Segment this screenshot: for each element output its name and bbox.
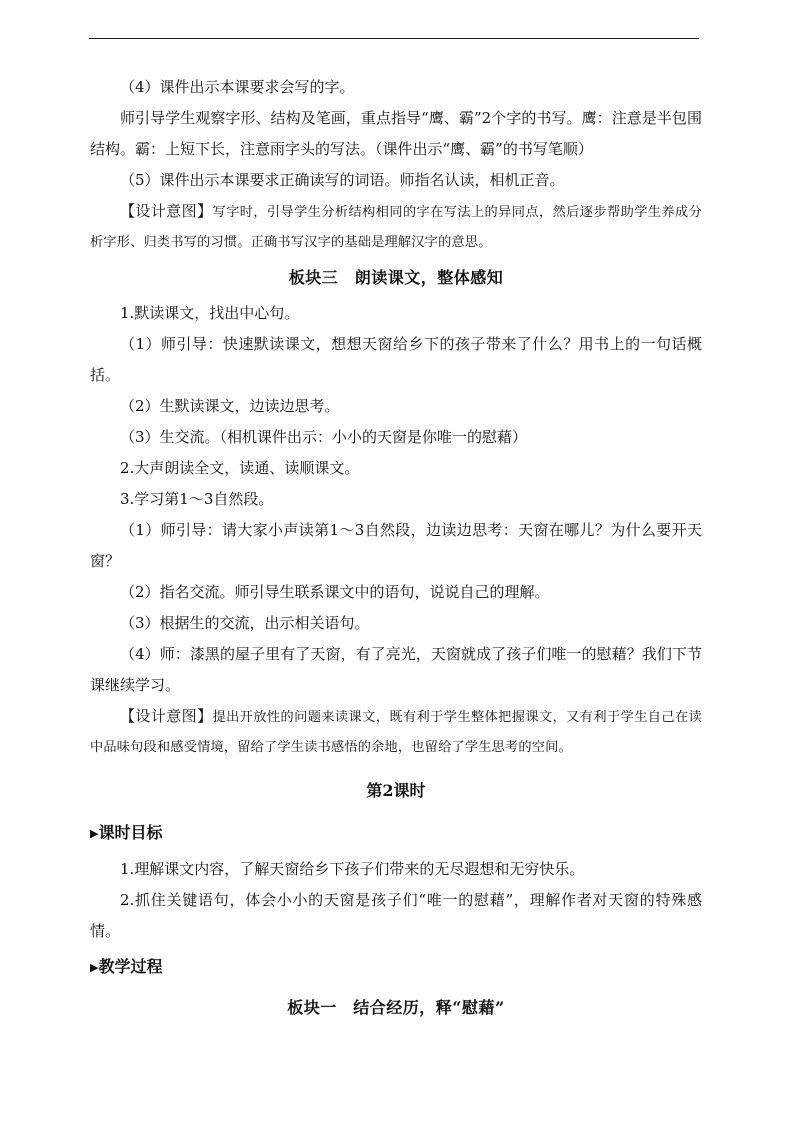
design-intent-text: 写字时，引导学生分析结构相同的字在写法上的异同点，然后逐步帮助学生养成分析字形、归类书写的习惯。正确书写汉字的基础是理解汉字的意思。	[90, 205, 702, 250]
step: 2.大声朗读全文，读通、读顺课文。	[120, 459, 360, 477]
goal-heading: ▶课时目标	[90, 823, 163, 842]
paragraph: 师引导学生观察字形、结构及笔画，重点指导“鹰、霸”2个字的书写。鹰：注意是半包围结构。霸：上短下长，注意雨字头的写法。（课件出示“鹰、霸”的书写笔顺）	[90, 109, 702, 158]
section-heading-block1: 板块一 结合经历，释“慰藉”	[287, 998, 505, 1017]
step: （3）生交流。（相机课件出示：小小的天窗是你唯一的慰藉）	[120, 428, 528, 446]
design-intent-1	[90, 196, 702, 258]
step: （1）师引导：快速默读课文，想想天窗给乡下的孩子带来了什么？用书上的一句话概括。	[90, 335, 702, 384]
step: （2）生默读课文，边读边思考。	[120, 397, 340, 415]
header-rule	[89, 38, 699, 39]
process-heading: ▶教学过程	[90, 957, 163, 976]
goal-item: 1.理解课文内容，了解天窗给乡下孩子们带来的无尽遐想和无穷快乐。	[120, 860, 585, 878]
step: （1）师引导：请大家小声读第1～3自然段，边读边思考：天窗在哪儿？为什么要开天窗？	[90, 521, 702, 570]
design-intent-tag: 【设计意图】	[120, 707, 213, 725]
design-intent-2	[90, 701, 702, 763]
lesson-heading: 第2课时	[366, 781, 426, 800]
design-intent-text: 提出开放性的问题来读课文，既有利于学生整体把握课文，又有利于学生自己在读中品味句段和感受情境，留给了学生读书感悟的余地，也留给了学生思考的空间。	[90, 710, 702, 755]
paragraph: （5）课件出示本课要求正确读写的词语。师指名认读，相机正音。	[120, 171, 565, 189]
step: （3）根据生的交流，出示相关语句。	[120, 614, 370, 632]
step: 3.学习第1～3自然段。	[120, 490, 274, 508]
step: （2）指名交流。师引导生联系课文中的语句，说说自己的理解。	[120, 583, 550, 601]
step: 1.默读课文，找出中心句。	[120, 304, 300, 322]
goal-item: 2.抓住关键语句，体会小小的天窗是孩子们“唯一的慰藉”，理解作者对天窗的特殊感情。	[90, 891, 702, 940]
step: （4）师：漆黑的屋子里有了天窗，有了亮光，天窗就成了孩子们唯一的慰藉？我们下节课继续学习。	[90, 645, 702, 694]
section-heading-block3: 板块三 朗读课文，整体感知	[288, 268, 504, 287]
triangle-right-icon: ▶	[90, 961, 99, 974]
paragraph: （4）课件出示本课要求会写的字。	[120, 78, 355, 96]
design-intent-tag: 【设计意图】	[120, 202, 213, 220]
triangle-right-icon: ▶	[90, 827, 99, 840]
document-page	[90, 72, 702, 1028]
